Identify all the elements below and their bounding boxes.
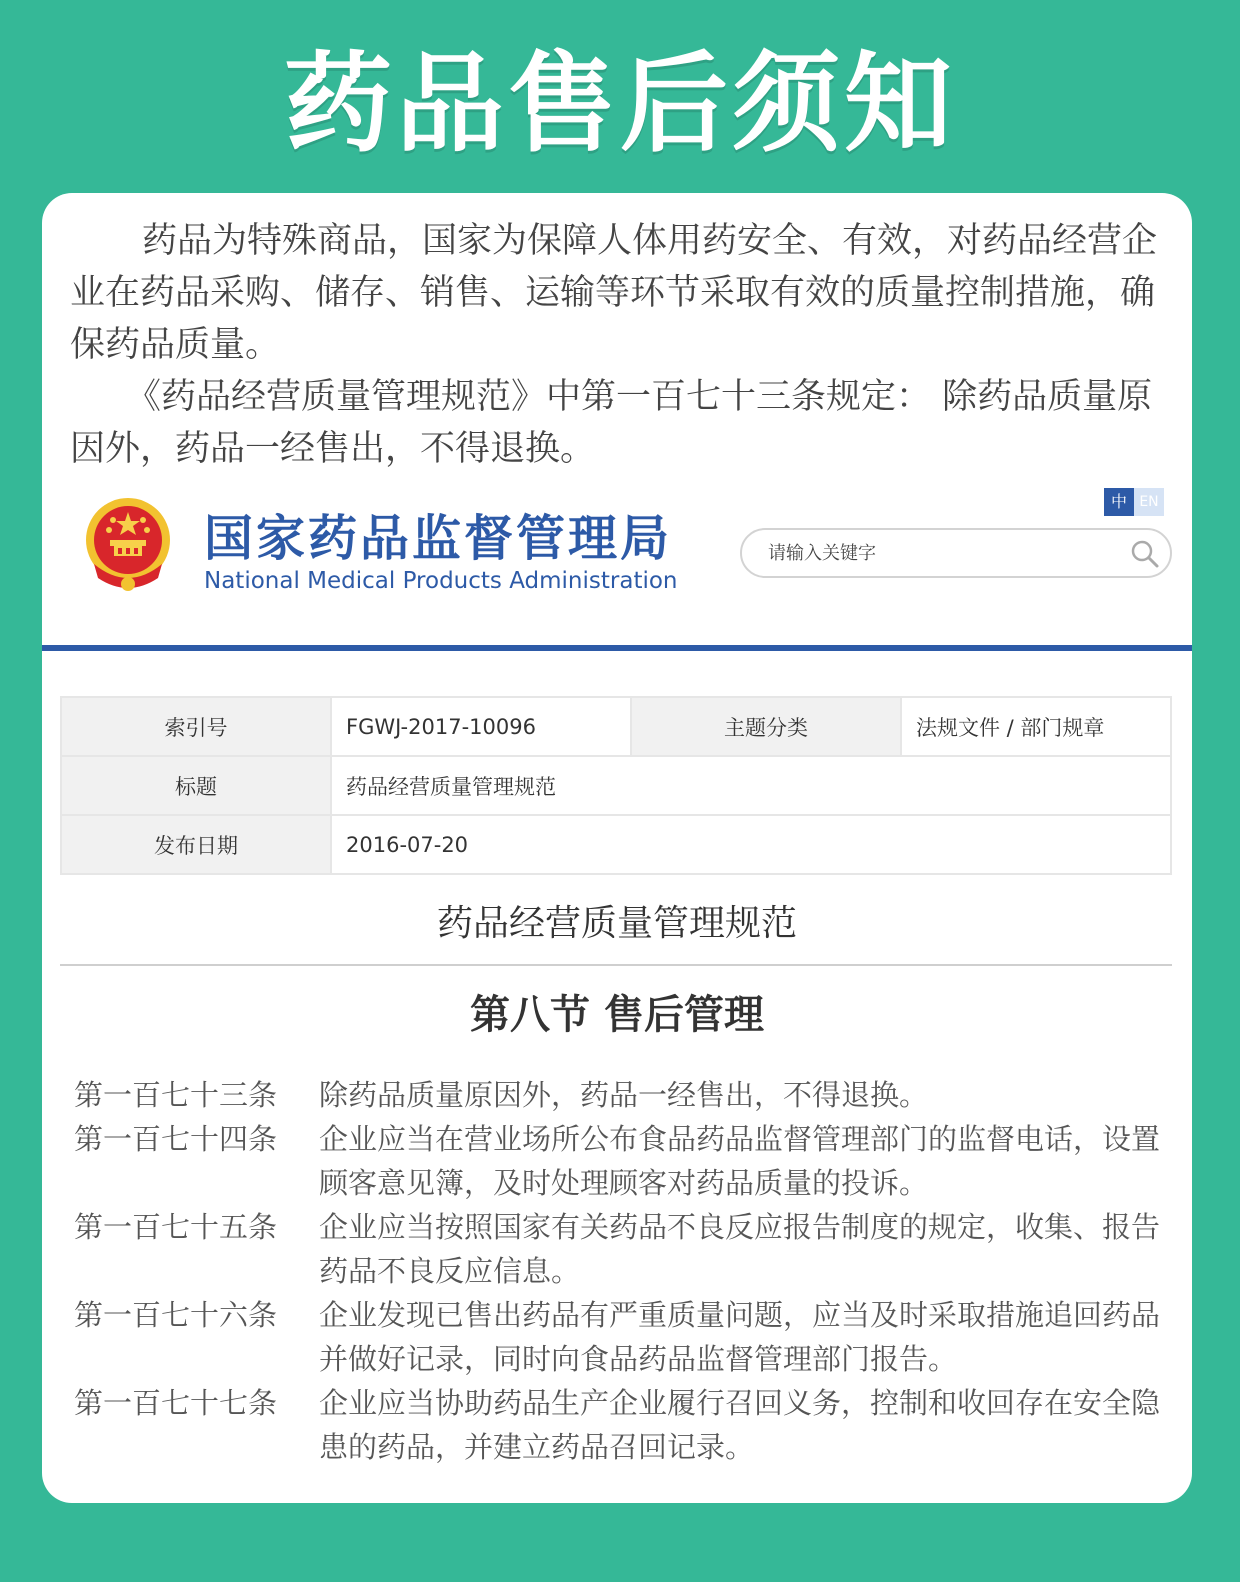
article-text: 企业应当按照国家有关药品不良反应报告制度的规定，收集、报告药品不良反应信息。 <box>319 1210 1161 1288</box>
table-row <box>61 815 1171 874</box>
table-row <box>61 697 1171 756</box>
search-box <box>740 528 1172 578</box>
list-item <box>74 1293 1164 1381</box>
list-item <box>74 1117 1164 1205</box>
article-number: 第一百七十五条 <box>74 1210 278 1244</box>
topic-value: 法规文件 / 部门规章 <box>901 697 1171 756</box>
table-row <box>61 756 1171 815</box>
article-number: 第一百七十七条 <box>74 1386 278 1420</box>
list-item <box>74 1381 1164 1469</box>
index-value: FGWJ-2017-10096 <box>331 697 631 756</box>
nmpa-header <box>42 488 1192 653</box>
article-number: 第一百七十三条 <box>74 1078 278 1112</box>
article-text: 企业应当协助药品生产企业履行召回义务，控制和收回存在安全隐患的药品，并建立药品召回记录。 <box>319 1386 1161 1464</box>
date-label: 发布日期 <box>61 815 331 874</box>
date-value: 2016-07-20 <box>331 815 1171 874</box>
title-label: 标题 <box>61 756 331 815</box>
article-number: 第一百七十四条 <box>74 1122 278 1156</box>
intro-paragraph-1: 药品为特殊商品，国家为保障人体用药安全、有效，对药品经营企业在药品采购、储存、销售、运输等环节采取有效的质量控制措施，确保药品质量。 <box>70 221 1158 365</box>
nmpa-name-cn: 国家药品监督管理局 <box>204 510 673 567</box>
title-value: 药品经营质量管理规范 <box>331 756 1171 815</box>
intro-text <box>70 215 1162 475</box>
list-item <box>74 1205 1164 1293</box>
national-emblem-icon <box>82 494 174 594</box>
article-text: 企业发现已售出药品有严重质量问题，应当及时采取措施追回药品并做好记录，同时向食品药品监督管理部门报告。 <box>319 1298 1161 1376</box>
header-divider <box>42 645 1192 651</box>
lang-en-button[interactable]: EN <box>1134 488 1164 516</box>
notice-card <box>42 193 1192 1503</box>
title-divider <box>60 964 1172 966</box>
document-title: 药品经营质量管理规范 <box>436 903 797 944</box>
topic-label: 主题分类 <box>631 697 901 756</box>
article-text: 除药品质量原因外，药品一经售出，不得退换。 <box>319 1078 929 1112</box>
section-title: 第八节 售后管理 <box>470 992 764 1038</box>
search-icon[interactable] <box>1130 539 1160 569</box>
search-input[interactable] <box>768 538 1128 568</box>
banner-title: 药品售后须知 <box>283 42 956 167</box>
article-list <box>74 1073 1164 1469</box>
nmpa-name-en: National Medical Products Administration <box>204 568 678 594</box>
article-text: 企业应当在营业场所公布食品药品监督管理部门的监督电话，设置顾客意见簿，及时处理顾客对药品质量的投诉。 <box>319 1122 1161 1200</box>
article-number: 第一百七十六条 <box>74 1298 278 1332</box>
index-label: 索引号 <box>61 697 331 756</box>
intro-paragraph-2: 《药品经营质量管理规范》中第一百七十三条规定： 除药品质量原因外，药品一经售出，不得退换。 <box>70 377 1153 469</box>
list-item <box>74 1073 1164 1117</box>
lang-zh-button[interactable]: 中 <box>1104 488 1134 516</box>
document-info-table <box>60 696 1172 875</box>
